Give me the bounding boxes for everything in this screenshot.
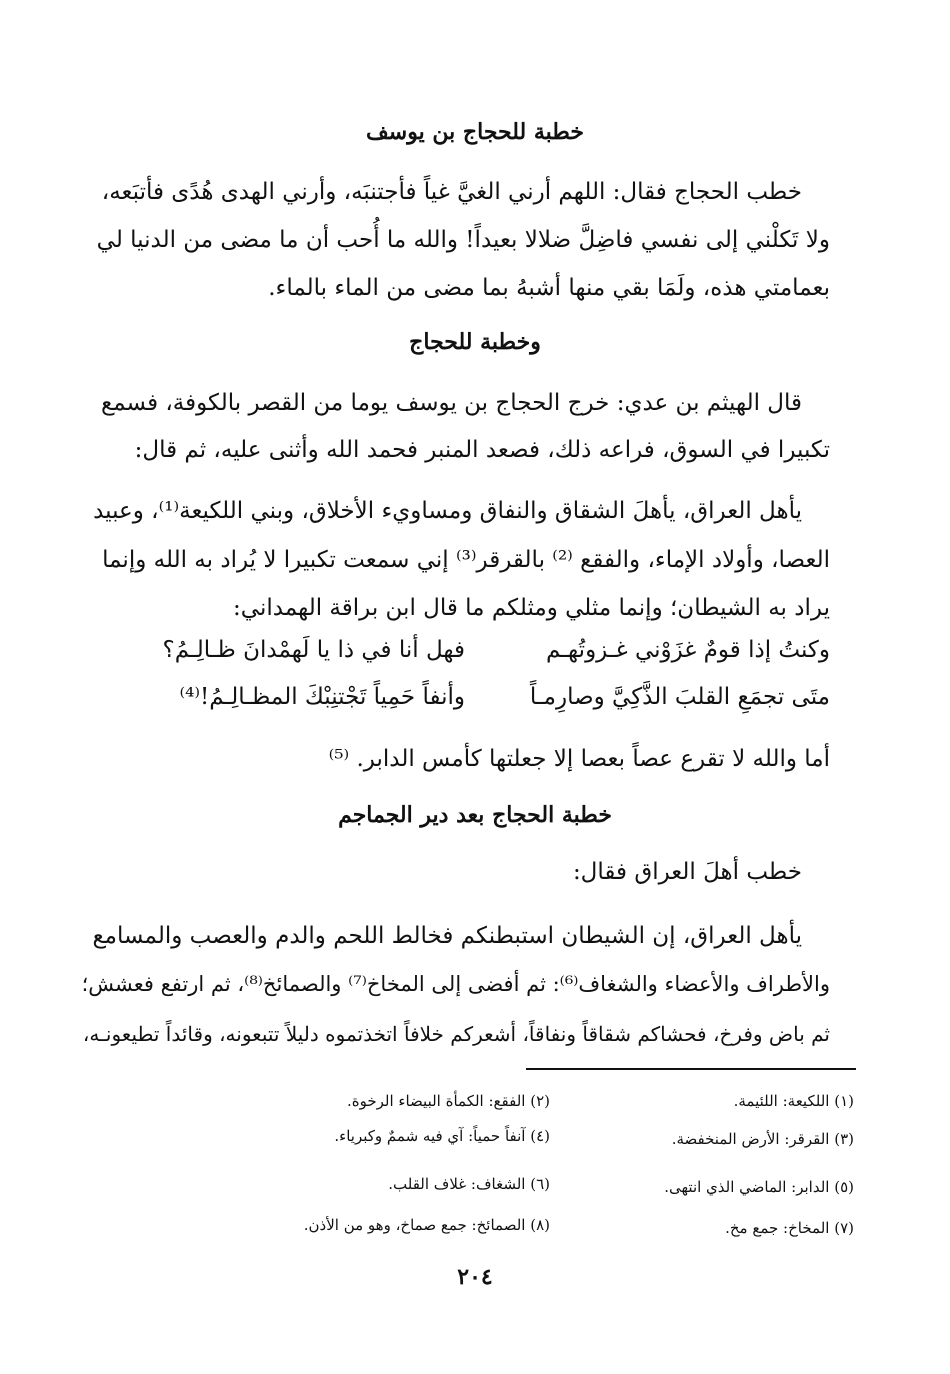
speech-line: يراد به الشيطان؛ وإنما مثلي ومثلكم ما قال ابن براقة الهمداني: (233, 595, 830, 621)
footnote-4: (٤) آنفاً حمياً: آي فيه شممٌ وكبرياء. (334, 1127, 550, 1145)
body-line: تكبيرا في السوق، فراعه ذلك، فصعد المنبر فحمد الله وأثنى عليه، ثم قال: (134, 437, 830, 463)
speech-line: والأطراف والأعضاء والشغاف⁽⁶⁾: ثم أفضى إلى المخاخ⁽⁷⁾ والصمائخ⁽⁸⁾، ثم ارتفع فعشش؛ (81, 972, 830, 996)
page-number: ٢٠٤ (457, 1264, 493, 1290)
verse-second-hemistich: وأنفاً حَمِياً تَجْتنِبْكَ المظـالِـمُ!⁽⁴⁾ (179, 684, 465, 710)
footnote-2: (٢) الفقع: الكمأة البيضاء الرخوة. (346, 1092, 550, 1110)
body-line: بعمامتي هذه، ولَمَا بقي منها أشبهُ بما مضى من الماء بالماء. (268, 275, 830, 301)
footnote-3: (٣) القرقر: الأرض المنخفضة. (671, 1130, 854, 1148)
body-line: خطب أهلَ العراق فقال: (572, 859, 802, 885)
footnote-5: (٥) الدابر: الماضي الذي انتهى. (664, 1178, 854, 1196)
footnote-6: (٦) الشغاف: غلاف القلب. (388, 1175, 550, 1193)
footnote-1: (١) اللكيعة: اللئيمة. (733, 1092, 854, 1110)
section-title-hajjaj-ibn-yusuf: خطبة للحجاج بن يوسف (366, 119, 584, 145)
speech-line: ثم باض وفرخ، فحشاكم شقاقاً ونفاقاً، أشعركم خلافاً اتخذتموه دليلاً تتبعونه، وقائداً تطيعونـه، (82, 1022, 830, 1046)
footnote-separator (526, 1068, 856, 1070)
verse-second-hemistich: فهل أنا في ذا يا لَهمْدانَ ظـالِـمُ؟ (162, 637, 465, 663)
speech-closing-line: أما والله لا تقرع عصاً بعصا إلا جعلتها كأمس الدابر. ⁽⁵⁾ (328, 746, 830, 772)
speech-line: العصا، وأولاد الإماء، والفقع ⁽²⁾ بالقرقر⁽³⁾ إني سمعت تكبيرا لا يُراد به الله وإنما (102, 547, 830, 573)
verse-first-hemistich: وكنتُ إذا قومٌ غزَوْني غـزوتُهـم (546, 637, 830, 663)
footnote-8: (٨) الصمائخ: جمع صماخ، وهو من الأذن. (303, 1216, 550, 1234)
speech-line: يأهل العراق، يأهلَ الشقاق والنفاق ومساويء الأخلاق، وبني اللكيعة⁽¹⁾، وعبيد (93, 498, 802, 524)
body-line: قال الهيثم بن عدي: خرج الحجاج بن يوسف يوما من القصر بالكوفة، فسمع (101, 390, 802, 416)
verse-first-hemistich: متَى تجمَعِ القلبَ الذَّكِيَّ وصارِمـاً (529, 684, 830, 710)
section-title-hajjaj-sermon: وخطبة للحجاج (409, 329, 541, 355)
body-line: خطب الحجاج فقال: اللهم أرني الغيَّ غياً فأجتنبَه، وأرني الهدى هُدًى فأتبَعه، (101, 179, 802, 205)
section-title-dayr-al-jamajim: خطبة الحجاج بعد دير الجماجم (338, 802, 612, 828)
body-line: ولا تَكلْني إلى نفسي فاضِلَّ ضلالا بعيداً! والله ما أُحب أن ما مضى من الدنيا لي (96, 227, 830, 253)
footnote-7: (٧) المخاخ: جمع مخ. (725, 1219, 854, 1237)
speech-line: يأهل العراق، إن الشيطان استبطنكم فخالط اللحم والدم والعصب والمسامع (92, 923, 802, 949)
